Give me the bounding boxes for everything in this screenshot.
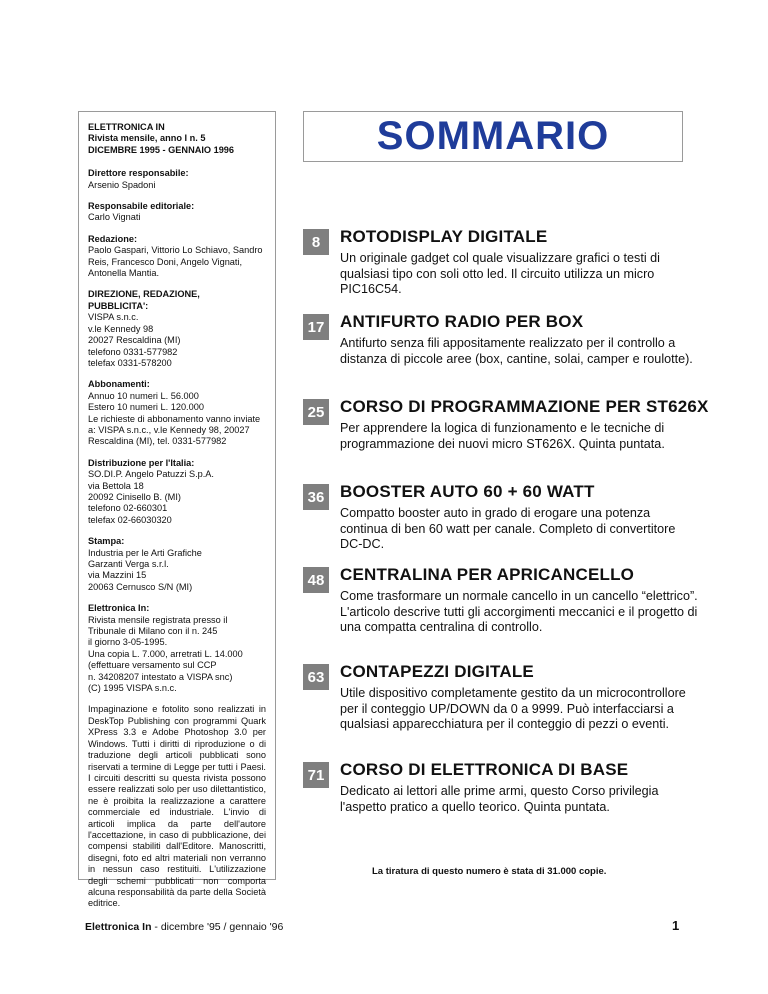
sidebar-block-direzione [88,289,266,369]
article-title: ANTIFURTO RADIO PER BOX [340,312,584,331]
sidebar-block-abbonamenti [88,379,266,447]
footer-issue: - dicembre '95 / gennaio '96 [151,921,284,933]
sidebar-block-stampa [88,536,266,593]
sidebar-block-distribuzione [88,458,266,526]
sidebar-heading: Direttore responsabile: [88,168,189,179]
page-number: 1 [672,918,680,933]
article-description: Dedicato ai lettori alle prime armi, questo Corso privilegia l'aspetto pratico a quello teorico. Quinta puntata. [340,784,659,814]
page-number-badge: 36 [303,484,329,510]
sidebar-heading: Stampa: [88,536,125,547]
sidebar-block-registrazione [88,603,266,694]
page-number-badge: 48 [303,567,329,593]
sidebar-text: SO.DI.P. Angelo Patuzzi S.p.A. via Bettola 18 20092 Cinisello B. (MI) telefono 02-660301 telefax 02-66030320 [88,469,214,525]
title-box [303,111,683,162]
sidebar-block-direttore [88,168,266,191]
article-description: Antifurto senza fili appositamente realizzato per il controllo a distanza di piccole aree (box, cantine, solai, camper e roulotte). [340,336,693,366]
article-title: CORSO DI ELETTRONICA DI BASE [340,760,629,779]
page-number-badge: 63 [303,664,329,690]
sidebar-text: Industria per le Arti Grafiche Garzanti Verga s.r.l. via Mazzini 15 20063 Cernusco S/N (MI) [88,547,202,592]
sidebar-heading: Elettronica In: [88,603,150,614]
page-number-badge: 17 [303,314,329,340]
page-title: SOMMARIO [376,114,610,158]
sidebar-text: Arsenio Spadoni [88,179,156,190]
article-title: CONTAPEZZI DIGITALE [340,662,534,681]
page-number-badge: 8 [303,229,329,255]
sidebar-heading: Responsabile editoriale: [88,201,195,212]
sidebar-text: Rivista mensile registrata presso il Tribunale di Milano con il n. 245 il giorno 3-05-1995. Una copia L. 7.000, arretrati L. 14.000 (effettuare versamento sul CCP n. 34208207 intestato a VISPA snc) (C) 1995 VISPA s.n.c. [88,614,243,694]
article-description: Come trasformare un normale cancello in un cancello “elettrico”. L'articolo descrive tutti gli accorgimenti meccanici e il progetto di una compatta centralina di controllo. [340,589,698,634]
print-run-note: La tiratura di questo numero è stata di 31.000 copie. [372,866,607,877]
sidebar-block-redazione [88,234,266,280]
sidebar-text: Carlo Vignati [88,212,141,223]
article-title: ROTODISPLAY DIGITALE [340,227,548,246]
masthead-sidebar [78,111,276,909]
sidebar-text: Annuo 10 numeri L. 56.000 Estero 10 numeri L. 120.000 Le richieste di abbonamento vanno inviate a: VISPA s.n.c., v.le Kennedy 98, 20027 Rescaldina (MI), tel. 0331-577982 [88,390,261,447]
legal-notice: Impaginazione e fotolito sono realizzati in DeskTop Publishing con programmi Quark XPress 3.3 e Adobe Photoshop 3.0 per Windows. Tutti i diritti di riproduzione o di traduzione degli articoli pubblicati sono riservati a termine di Legge per tutti i Paesi. I circuiti descritti su questa rivista possono essere realizzati solo per uso dilettantistico, ne è proibita la realizzazione a carattere commerciale ed industriale. L'invio di articoli implica da parte dell'autore l'accettazione, in caso di pubblicazione, dei compensi stabiliti dall'Editore. Manoscritti, disegni, foto ed altri materiali non verranno in nessun caso restituiti. L'utilizzazione degli schemi pubblicati non comporta alcuna responsabilità da parte della Società editrice. [88,704,266,909]
article-title: BOOSTER AUTO 60 + 60 WATT [340,482,595,501]
article-description: Per apprendere la logica di funzionamento e le tecniche di programmazione dei nuovi micro ST626X. Quinta puntata. [340,421,665,451]
article-description: Utile dispositivo completamente gestito da un microcontrollore per il conteggio UP/DOWN da 0 a 9999. Può interfacciarsi a qualsiasi apparecchiatura per il conteggio di pezzi o eventi. [340,686,686,731]
article-description: Compatto booster auto in grado di erogare una potenza continua di ben 60 watt per canale. Completo di convertitore DC-DC. [340,506,676,551]
article-title: CENTRALINA PER APRICANCELLO [340,565,635,584]
article-description: Un originale gadget col quale visualizzare grafici o testi di qualsiasi tipo con soli otto led. Il circuito utilizza un micro PIC16C54. [340,251,660,296]
sidebar-block-responsabile [88,201,266,224]
sidebar-heading: Distribuzione per l'Italia: [88,457,195,468]
sidebar-heading: DIREZIONE, REDAZIONE, PUBBLICITA': [88,289,200,311]
page-footer [85,921,283,933]
sidebar-text: VISPA s.n.c. v.le Kennedy 98 20027 Rescaldina (MI) telefono 0331-577982 telefax 0331-578200 [88,312,181,368]
masthead-title: ELETTRONICA IN Rivista mensile, anno I n. 5 DICEMBRE 1995 - GENNAIO 1996 [88,122,235,155]
sidebar-heading: Redazione: [88,233,138,244]
article-title: CORSO DI PROGRAMMAZIONE PER ST626X [340,397,709,416]
sidebar-text: Paolo Gaspari, Vittorio Lo Schiavo, Sandro Reis, Francesco Doni, Angelo Vignati, Antonella Mantia. [88,245,263,279]
page-number-badge: 71 [303,762,329,788]
footer-magazine: Elettronica In [85,921,152,933]
page-number-badge: 25 [303,399,329,425]
sidebar-heading: Abbonamenti: [88,379,150,390]
